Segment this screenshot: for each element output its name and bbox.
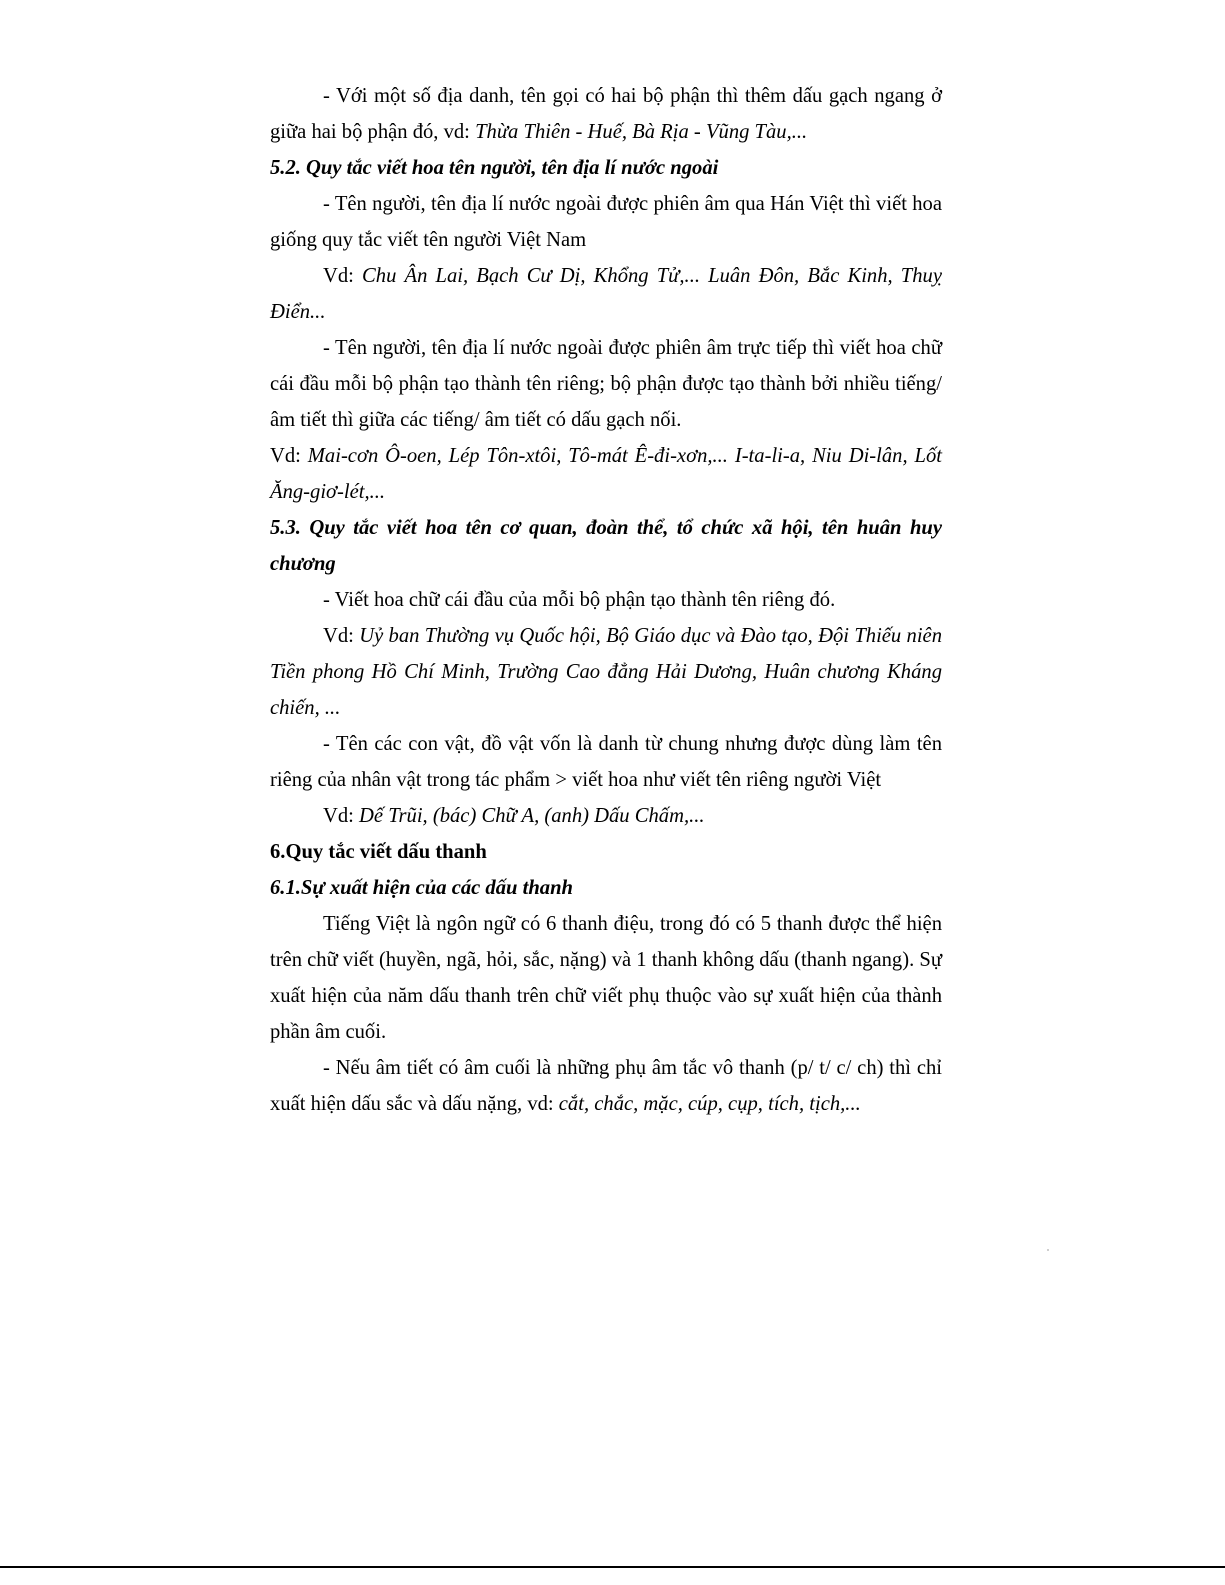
example-text: Uỷ ban Thường vụ Quốc hội, Bộ Giáo dục và Đào tạo, Đội Thiếu niên Tiền phong Hồ Chí Minh, Trường Cao đẳng Hải Dương, Huân chương Kháng chiến, ... (270, 625, 942, 719)
paragraph-animal-object-names: - Tên các con vật, đồ vật vốn là danh từ chung nhưng được dùng làm tên riêng của nhân vật trong tác phẩm > viết hoa như viết tên riêng người Việt (270, 733, 942, 791)
example-text: Chu Ân Lai, Bạch Cư Dị, Khổng Tử,... Luân Đôn, Bắc Kinh, Thuỵ Điển... (270, 265, 942, 323)
heading-5-3: 5.3. Quy tắc viết hoa tên cơ quan, đoàn thể, tổ chức xã hội, tên huân huy chương (270, 517, 942, 575)
paragraph-example-sino-names: Vd: Chu Ân Lai, Bạch Cư Dị, Khổng Tử,... Luân Đôn, Bắc Kinh, Thuỵ Điển... (270, 265, 942, 323)
document-page (270, 78, 942, 1122)
paragraph-sino-vietnamese-names: - Tên người, tên địa lí nước ngoài được phiên âm qua Hán Việt thì viết hoa giống quy tắc viết tên người Việt Nam (270, 193, 942, 251)
paragraph-example-foreign-names: Vd: Mai-cơn Ô-oen, Lép Tôn-xtôi, Tô-mát Ê-đi-xơn,... I-ta-li-a, Niu Di-lân, Lốt Ăng-giơ-lét,... (270, 445, 942, 503)
scan-speck (1047, 1249, 1049, 1251)
paragraph-example-characters: Vd: Dế Trũi, (bác) Chữ A, (anh) Dấu Chấm,... (323, 805, 705, 827)
paragraph-organization-names: - Viết hoa chữ cái đầu của mỗi bộ phận tạo thành tên riêng đó. (323, 589, 836, 611)
example-text: cắt, chắc, mặc, cúp, cụp, tích, tịch,... (558, 1093, 861, 1115)
paragraph-stop-consonant-rule: - Nếu âm tiết có âm cuối là những phụ âm tắc vô thanh (p/ t/ c/ ch) thì chỉ xuất hiện dấu sắc và dấu nặng, vd: cắt, chắc, mặc, cúp, cụp, tích, tịch,... (270, 1057, 942, 1115)
example-text: Dế Trũi, (bác) Chữ A, (anh) Dấu Chấm,... (359, 805, 705, 827)
paragraph-hyphen-place-names: - Với một số địa danh, tên gọi có hai bộ phận thì thêm dấu gạch ngang ở giữa hai bộ phận đó, vd: Thừa Thiên - Huế, Bà Rịa - Vũng Tàu,... (270, 85, 942, 143)
paragraph-tones-overview: Tiếng Việt là ngôn ngữ có 6 thanh điệu, trong đó có 5 thanh được thể hiện trên chữ viết (huyền, ngã, hỏi, sắc, nặng) và 1 thanh không dấu (thanh ngang). Sự xuất hiện của năm dấu thanh trên chữ viết phụ thuộc vào sự xuất hiện của thành phần âm cuối. (270, 913, 943, 1043)
heading-5-2: 5.2. Quy tắc viết hoa tên người, tên địa lí nước ngoài (270, 157, 719, 179)
paragraph-example-organizations: Vd: Uỷ ban Thường vụ Quốc hội, Bộ Giáo dục và Đào tạo, Đội Thiếu niên Tiền phong Hồ Chí Minh, Trường Cao đẳng Hải Dương, Huân chương Kháng chiến, ... (270, 625, 942, 719)
example-text: Thừa Thiên - Huế, Bà Rịa - Vũng Tàu,... (475, 121, 808, 143)
heading-6-1: 6.1.Sự xuất hiện của các dấu thanh (270, 877, 574, 899)
paragraph-direct-transcription: - Tên người, tên địa lí nước ngoài được phiên âm trực tiếp thì viết hoa chữ cái đầu mỗi bộ phận tạo thành tên riêng; bộ phận được tạo thành bởi nhiều tiếng/ âm tiết thì giữa các tiếng/ âm tiết có dấu gạch nối. (270, 337, 942, 431)
example-text: Mai-cơn Ô-oen, Lép Tôn-xtôi, Tô-mát Ê-đi-xơn,... I-ta-li-a, Niu Di-lân, Lốt Ăng-giơ-lét,... (270, 445, 942, 503)
page-bottom-rule (0, 1566, 1225, 1568)
heading-6: 6.Quy tắc viết dấu thanh (270, 841, 487, 863)
